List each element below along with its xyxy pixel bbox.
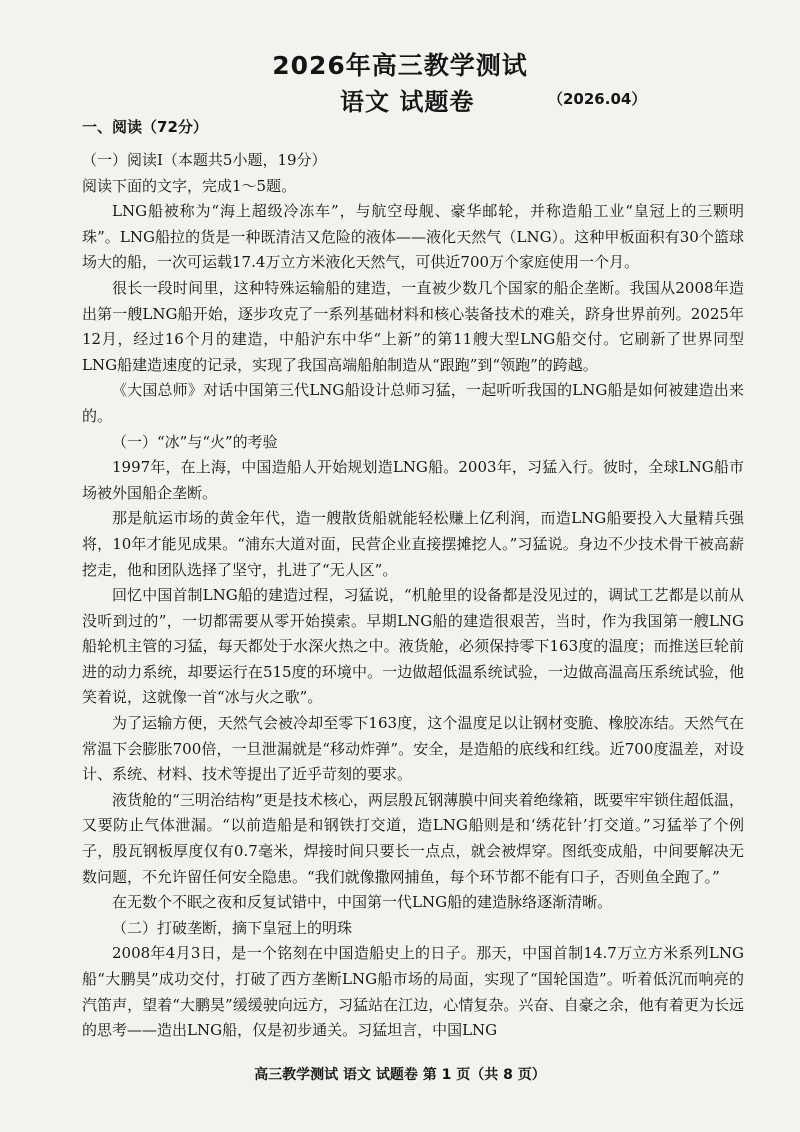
subsection-heading: （一）“冰”与“火”的考验 [112, 432, 278, 451]
paragraph: LNG船被称为“海上超级冷冻车”，与航空母舰、豪华邮轮，并称造船工业“皇冠上的三颗明珠”。LNG船拉的货是一种既清洁又危险的液体——液化天然气（LNG）。这种甲板面积有30个篮球场大的船，一次可运载17.4万立方米液化天然气，可供近700万个家庭使用一个月。 [82, 202, 744, 272]
paragraph: 很长一段时间里，这种特殊运输船的建造，一直被少数几个国家的船企垄断。我国从2008年造出第一艘LNG船开始，逐步攻克了一系列基础材料和核心装备技术的难关，跻身世界前列。2025年12月，经过16个月的建造，中船沪东中华“上新”的第11艘大型LNG船交付。它刷新了世界同型LNG船建造速度的记录，实现了我国高端船舶制造从“跟跑”到“领跑”的跨越。 [82, 278, 744, 374]
paragraph: 1997年，在上海，中国造船人开始规划造LNG船。2003年，习猛入行。彼时，全球LNG船市场被外国船企垄断。 [82, 458, 744, 502]
paragraph: 阅读下面的文字，完成1～5题。 [82, 176, 297, 195]
paragraph: 回忆中国首制LNG船的建造过程，习猛说，“机舱里的设备都是没见过的，调试工艺都是以前从没听到过的”，一切都需要从零开始摸索。早期LNG船的建造很艰苦，当时，作为我国第一艘LNG船轮机主管的习猛，每天都处于水深火热之中。液货舱，必须保持零下163度的温度；而推送巨轮前进的动力系统，却要运行在515度的环境中。一边做超低温系统试验，一边做高温高压系统试验，他笑着说，这就像一首“冰与火之歌”。 [82, 586, 744, 707]
exam-date: （2026.04） [548, 90, 647, 108]
paragraph: （一）阅读Ⅰ（本题共5小题，19分） [82, 151, 327, 169]
paragraph: 为了运输方便，天然气会被冷却至零下163度，这个温度足以让钢材变脆、橡胶冻结。天然气在常温下会膨胀700倍，一旦泄漏就是“移动炸弹”。安全，是造船的底线和红线。近700度温差，对设计、系统、材料、技术等提出了近乎苛刻的要求。 [82, 714, 744, 784]
subsection-heading: （二）打破垄断，摘下皇冠上的明珠 [112, 918, 353, 937]
paragraph: 2008年4月3日，是一个铭刻在中国造船史上的日子。那天，中国首制14.7万立方米系列LNG船“大鹏昊”成功交付，打破了西方垄断LNG船市场的局面，实现了“国轮国造”。听着低沉而响亮的汽笛声，望着“大鹏昊”缓缓驶向远方，习猛站在江边，心情复杂。兴奋、自豪之余，他有着更为长远的思考——造出LNG船，仅是初步通关。习猛坦言，中国LNG [82, 944, 744, 1040]
title-row [0, 82, 800, 114]
reading-passage [82, 148, 744, 1044]
paragraph: 那是航运市场的黄金年代，造一艘散货船就能轻松赚上亿利润，而造LNG船要投入大量精兵强将，10年才能见成果。“浦东大道对面，民营企业直接摆摊挖人。”习猛说。身边不少技术骨干被高薪挖走，他和团队选择了坚守，扎进了“无人区”。 [82, 509, 744, 579]
section-heading: 一、阅读（72分） [82, 118, 208, 136]
paragraph: 在无数个不眠之夜和反复试错中，中国第一代LNG船的建造脉络逐渐清晰。 [112, 893, 613, 912]
paragraph: 《大国总师》对话中国第三代LNG船设计总师习猛，一起听听我国的LNG船是如何被建造出来的。 [82, 381, 744, 425]
page-footer: 高三教学测试 语文 试题卷 第 1 页（共 8 页） [254, 1067, 546, 1083]
exam-title: 2026年高三教学测试 [272, 51, 528, 80]
exam-subtitle: 语文 试题卷 [340, 88, 475, 116]
paragraph: 液货舱的“三明治结构”更是技术核心，两层殷瓦钢薄膜中间夹着绝缘箱，既要牢牢锁住超低温，又要防止气体泄漏。“以前造船是和钢铁打交道，造LNG船则是和‘绣花针’打交道。”习猛举了个例子，殷瓦钢板厚度仅有0.7毫米，焊接时间只要长一点点，就会被焊穿。图纸变成船，中间要解决无数问题，不允许留任何安全隐患。“我们就像撒网捕鱼，每个环节都不能有口子，否则鱼全跑了。” [82, 790, 744, 886]
